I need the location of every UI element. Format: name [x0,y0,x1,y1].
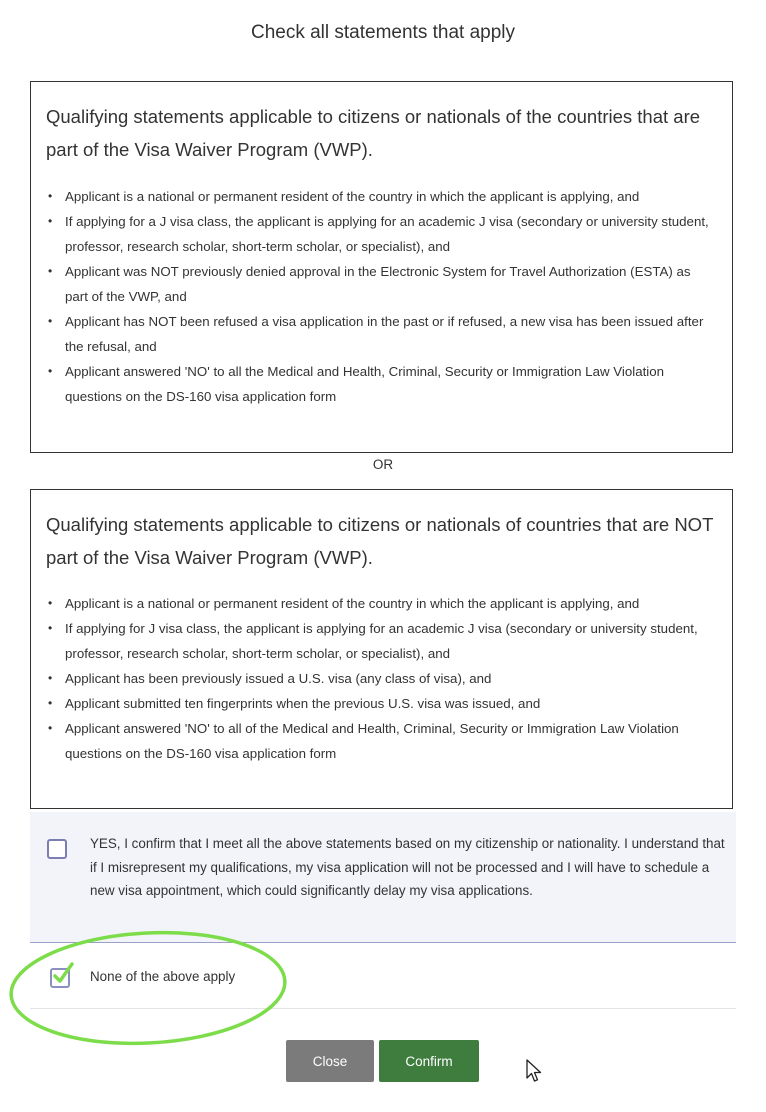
bullet-icon: • [48,596,53,610]
statement-text: Applicant answered 'NO' to all of the Medical and Health, Criminal, Security or Immigration Law Violation questions on the DS-160 visa application form [65,721,679,761]
list-item [45,716,712,766]
statement-text: Applicant is a national or permanent resident of the country in which the applicant is applying, and [65,596,640,611]
checkmark-icon [50,960,76,986]
none-of-above-label: None of the above apply [90,969,236,984]
statement-text: Applicant has been previously issued a U.S. visa (any class of visa), and [65,671,492,686]
non-vwp-statement-list [45,591,712,766]
list-item [45,309,712,359]
bullet-icon: • [48,696,53,710]
statement-text: Applicant submitted ten fingerprints when the previous U.S. visa was issued, and [65,696,541,711]
confirm-button[interactable]: Confirm [379,1040,479,1082]
confirm-statement-text: YES, I confirm that I meet all the above statements based on my citizenship or nationality. I understand that if I misrepresent my qualifications, my visa application will not be processed and I will have to schedule a new visa appointment, which could significantly delay my visa applications. [90,836,725,898]
statement-text: If applying for J visa class, the applicant is applying for an academic J visa (secondary or university student, professor, research scholar, short-term scholar, or specialist), and [65,621,698,661]
list-item [45,359,712,409]
confirm-statement-section [30,812,736,943]
none-of-above-checkbox[interactable] [50,968,70,988]
dialog-heading: Check all statements that apply [250,22,516,43]
bullet-icon: • [48,364,53,378]
none-of-above-row [30,958,736,1009]
bullet-icon: • [48,671,53,685]
statement-text: Applicant was NOT previously denied approval in the Electronic System for Travel Authorization (ESTA) as part of the VWP, and [65,264,691,304]
list-item [45,691,712,716]
mouse-cursor-icon [525,1058,543,1084]
statement-text: Applicant answered 'NO' to all the Medical and Health, Criminal, Security or Immigration Law Violation questions on the DS-160 visa application form [65,364,665,404]
non-vwp-statements-box [30,489,733,809]
statement-text: Applicant has NOT been refused a visa application in the past or if refused, a new visa has been issued after the refusal, and [65,314,704,354]
confirm-statement-checkbox[interactable] [47,839,67,859]
list-item [45,666,712,691]
statement-text: Applicant is a national or permanent resident of the country in which the applicant is applying, and [65,189,640,204]
list-item [45,591,712,616]
close-button[interactable]: Close [286,1040,374,1082]
list-item [45,259,712,309]
bullet-icon: • [48,214,53,228]
vwp-statements-box [30,81,733,453]
vwp-box-title: Qualifying statements applicable to citizens or nationals of the countries that are part of the Visa Waiver Program (VWP). [46,106,701,160]
bullet-icon: • [48,264,53,278]
bullet-icon: • [48,721,53,735]
statement-text: If applying for a J visa class, the applicant is applying for an academic J visa (secondary or university student, professor, research scholar, short-term scholar, or specialist), and [65,214,709,254]
list-item [45,184,712,209]
bullet-icon: • [48,314,53,328]
or-separator: OR [372,457,394,472]
non-vwp-box-title: Qualifying statements applicable to citizens or nationals of countries that are NOT part of the Visa Waiver Program (VWP). [46,514,714,568]
vwp-statement-list [45,184,712,409]
bullet-icon: • [48,189,53,203]
list-item [45,209,712,259]
bullet-icon: • [48,621,53,635]
list-item [45,616,712,666]
